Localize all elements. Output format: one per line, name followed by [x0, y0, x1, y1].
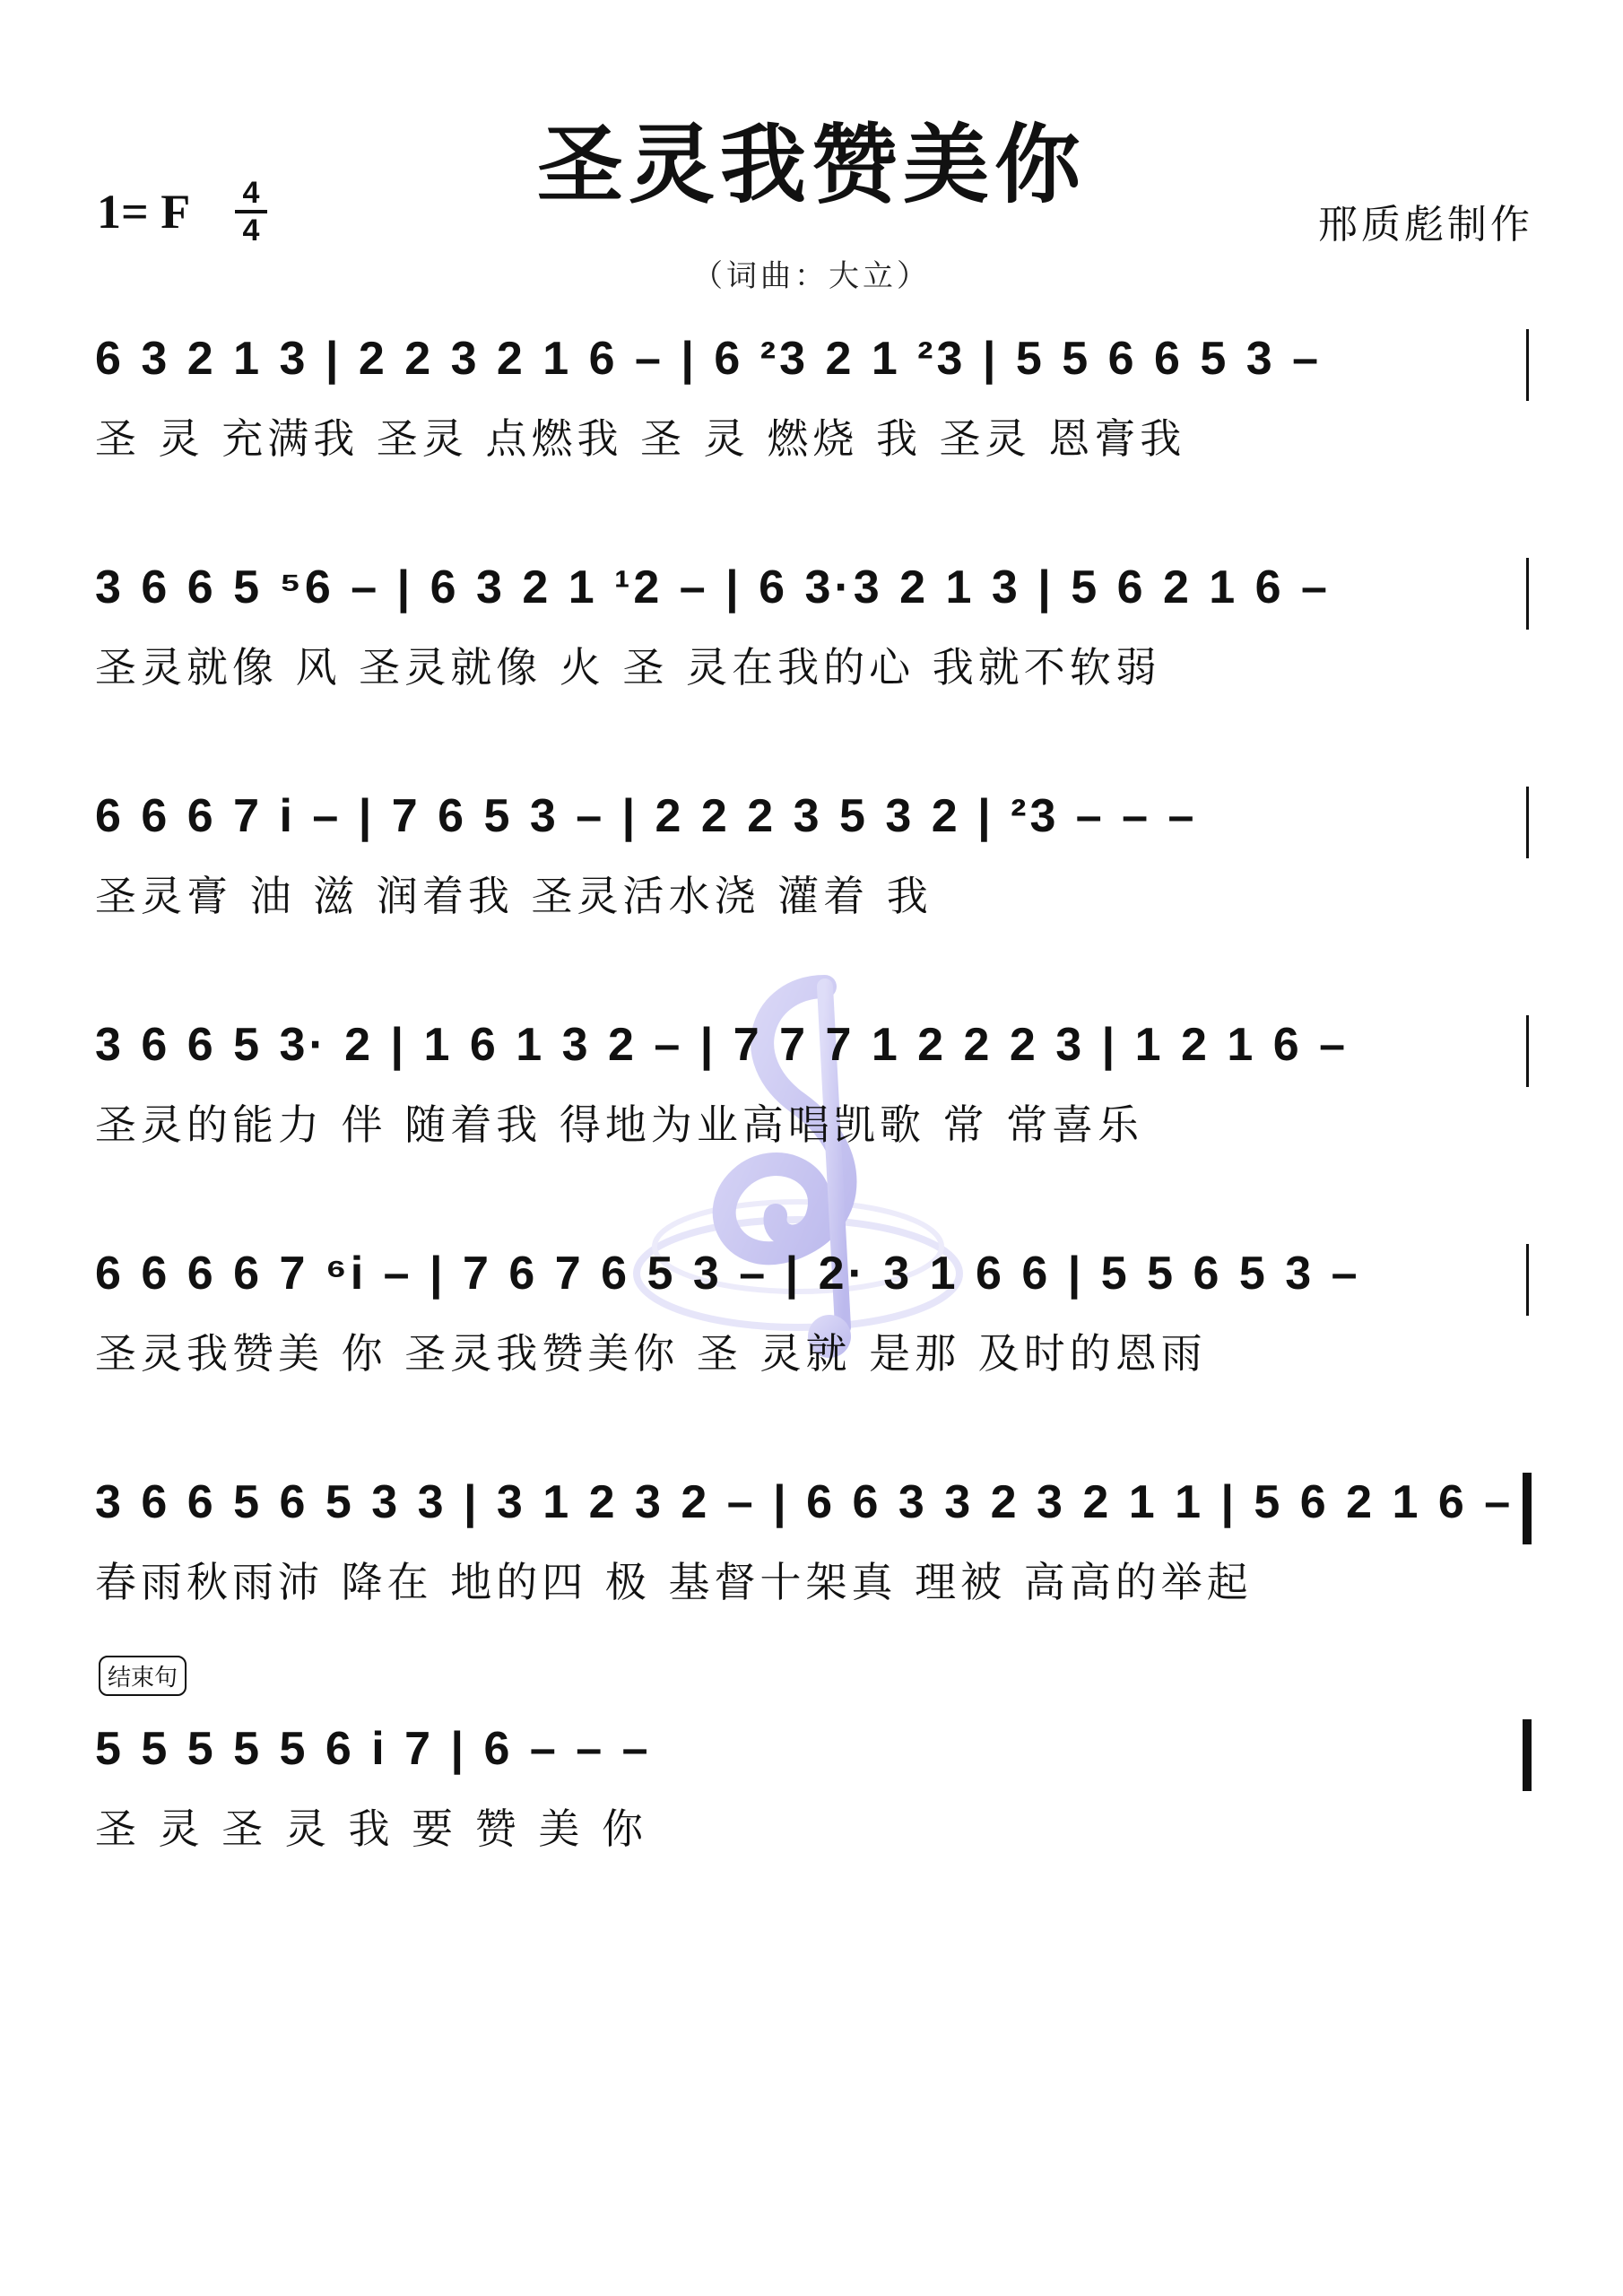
notation-line: 3 6 6 5 3· 2 | 1 6 1 3 2 – | 7 7 7 1 2 2 2 3 | 1 2 1 6 – — [95, 1019, 1350, 1071]
lyrics-line: 圣灵膏 油 滋 润着我 圣灵活水浇 灌着 我 — [95, 872, 933, 918]
time-signature — [235, 178, 267, 246]
lyrics-music-credit: （词曲：大立） — [692, 258, 931, 294]
notation-line: 6 6 6 6 7 ⁶i – | 7 6 7 6 5 3 – | 2· 3 1 6 6 | 5 5 6 5 3 – — [95, 1248, 1361, 1300]
notation-line: 3 6 6 5 6 5 3 3 | 3 1 2 3 2 – | 6 6 3 3 2 3 2 1 1 | 5 6 2 1 6 – — [95, 1476, 1515, 1528]
final-barline — [1523, 1719, 1532, 1791]
arranger-credit: 邢质彪制作 — [1318, 202, 1533, 248]
notation-line: 5 5 5 5 5 6 i 7 | 6 – – – — [95, 1723, 652, 1775]
lyrics-line: 圣灵就像 风 圣灵就像 火 圣 灵在我的心 我就不软弱 — [95, 643, 1161, 689]
notation-line: 6 3 2 1 3 | 2 2 3 2 1 6 – | 6 ²3 2 1 ²3 | 5 5 6 6 5 3 – — [95, 333, 1322, 385]
final-barline — [1523, 1473, 1532, 1544]
barline — [1526, 558, 1529, 630]
key-signature: 1= F — [97, 185, 191, 239]
lyrics-line: 圣灵我赞美 你 圣灵我赞美你 圣 灵就 是那 及时的恩雨 — [95, 1329, 1207, 1375]
barline — [1526, 1015, 1529, 1087]
barline — [1526, 329, 1529, 401]
barline — [1526, 1244, 1529, 1316]
barline — [1526, 787, 1529, 858]
notation-line: 3 6 6 5 ⁵6 – | 6 3 2 1 ¹2 – | 6 3·3 2 1 3 | 5 6 2 1 6 – — [95, 561, 1331, 613]
ending-phrase-tag: 结束句 — [99, 1656, 187, 1696]
song-title: 圣灵我赞美你 — [537, 114, 1086, 215]
time-signature-top: 4 — [242, 176, 260, 210]
lyrics-line: 圣 灵 充满我 圣灵 点燃我 圣 灵 燃烧 我 圣灵 恩膏我 — [95, 414, 1186, 460]
notation-line: 6 6 6 7 i – | 7 6 5 3 – | 2 2 2 3 5 3 2 | ²3 – – – — [95, 790, 1198, 842]
time-signature-bottom: 4 — [242, 213, 260, 248]
lyrics-line: 圣 灵 圣 灵 我 要 赞 美 你 — [95, 1805, 647, 1850]
lyrics-line: 圣灵的能力 伴 随着我 得地为业高唱凯歌 常 常喜乐 — [95, 1100, 1144, 1146]
lyrics-line: 春雨秋雨沛 降在 地的四 极 基督十架真 理被 高高的举起 — [95, 1558, 1253, 1604]
